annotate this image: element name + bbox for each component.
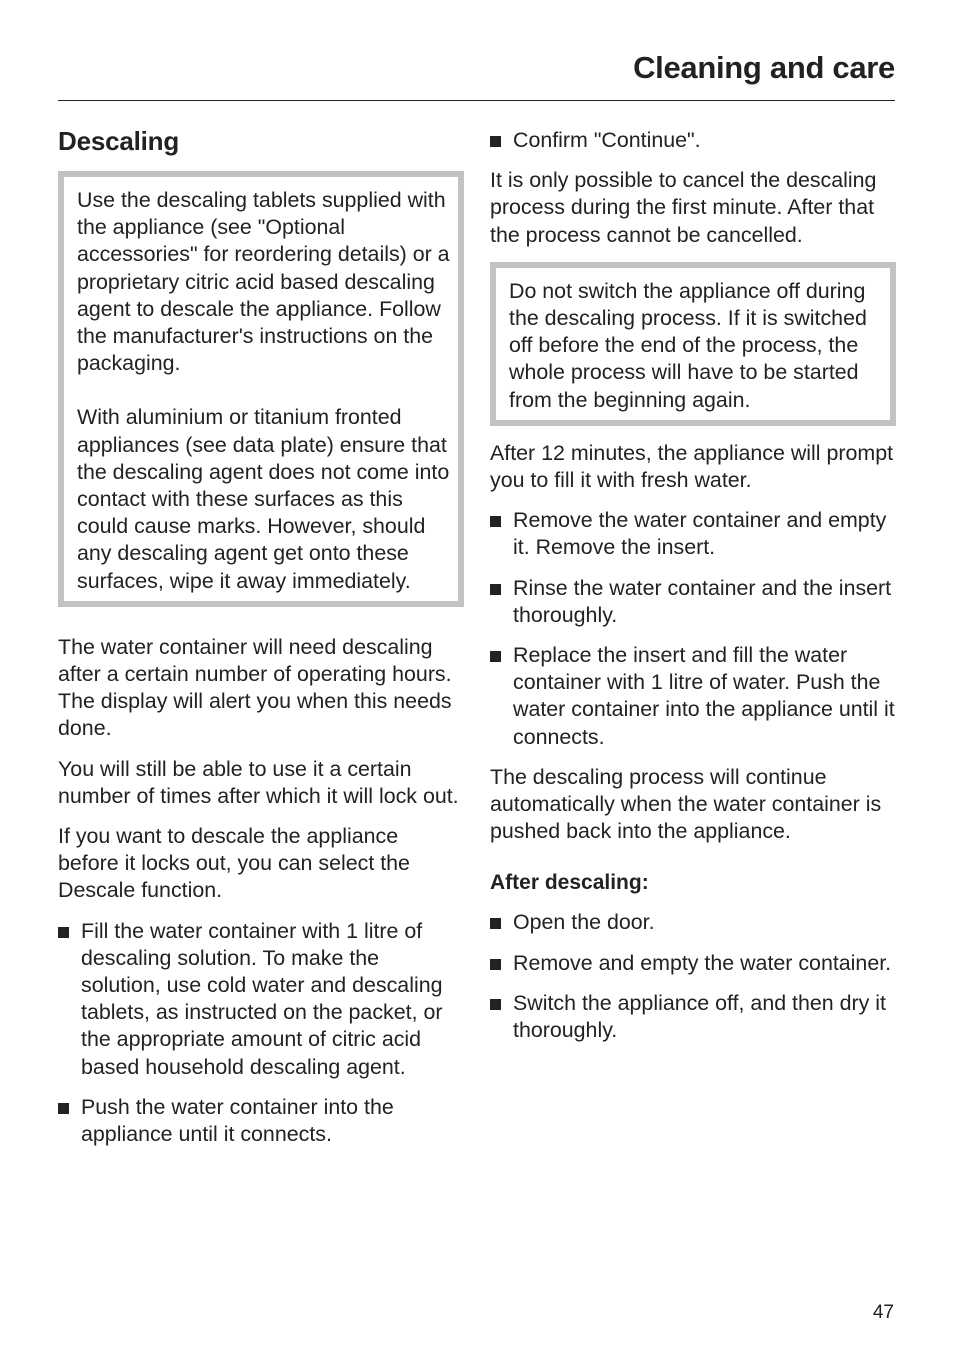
body-paragraph: It is only possible to cancel the descaling process during the first minute. After that the process cannot be cancelled.	[490, 168, 877, 247]
body-paragraph: After 12 minutes, the appliance will prompt you to fill it with fresh water.	[490, 440, 894, 493]
list-item: Confirm "Continue".	[490, 127, 896, 154]
list-item: Replace the insert and fill the water container with 1 litre of water. Push the water container into the appliance until it connects.	[490, 642, 896, 751]
body-paragraph: The water container will need descaling after a certain number of operating hours. The display will alert you when this needs done.	[58, 634, 452, 741]
instruction-list	[58, 918, 464, 1149]
list-item: Push the water container into the appliance until it connects.	[58, 1094, 464, 1148]
list-item: Remove the water container and empty it. Remove the insert.	[490, 507, 896, 561]
body-paragraph: You will still be able to use it a certain number of times after which it will lock out.	[58, 756, 459, 808]
body-paragraph: The descaling process will continue automatically when the water container is pushed back into the appliance.	[490, 764, 882, 844]
warning-box	[490, 262, 896, 426]
section-title: Descaling	[58, 126, 180, 156]
subheading: After descaling:	[490, 871, 649, 895]
list-item: Remove and empty the water container.	[490, 950, 896, 977]
list-item: Fill the water container with 1 litre of descaling solution. To make the solution, use cold water and descaling tablets, as instructed on the packet, or the appropriate amount of citric acid based household descaling agent.	[58, 918, 464, 1081]
left-column	[58, 124, 464, 1161]
instruction-list	[490, 909, 896, 1044]
page-number: 47	[872, 1302, 894, 1323]
header-divider	[58, 100, 895, 101]
warning-paragraph: Do not switch the appliance off during the descaling process. If it is switched off before the end of the process, the whole process will have to be started from the beginning again.	[509, 278, 867, 412]
list-item: Switch the appliance off, and then dry it thoroughly.	[490, 990, 896, 1044]
warning-paragraph: With aluminium or titanium fronted appliances (see data plate) ensure that the descaling agent does not come into contact with these surfaces as this could cause marks. However, should any descaling agent get onto these surfaces, wipe it away immediately.	[77, 405, 450, 593]
warning-box	[58, 171, 464, 607]
list-item: Rinse the water container and the insert thoroughly.	[490, 575, 896, 629]
instruction-list	[490, 127, 896, 154]
body-paragraph: If you want to descale the appliance before it locks out, you can select the Descale function.	[58, 824, 410, 903]
list-item: Open the door.	[490, 909, 896, 936]
warning-paragraph: Use the descaling tablets supplied with the appliance (see "Optional accessories" for reordering details) or a proprietary citric acid based descaling agent to descale the appliance. Follow the manufacturer's instructions on the packaging.	[77, 188, 450, 376]
page-header-title: Cleaning and care	[633, 50, 895, 85]
instruction-list	[490, 507, 896, 751]
right-column	[490, 127, 896, 1057]
